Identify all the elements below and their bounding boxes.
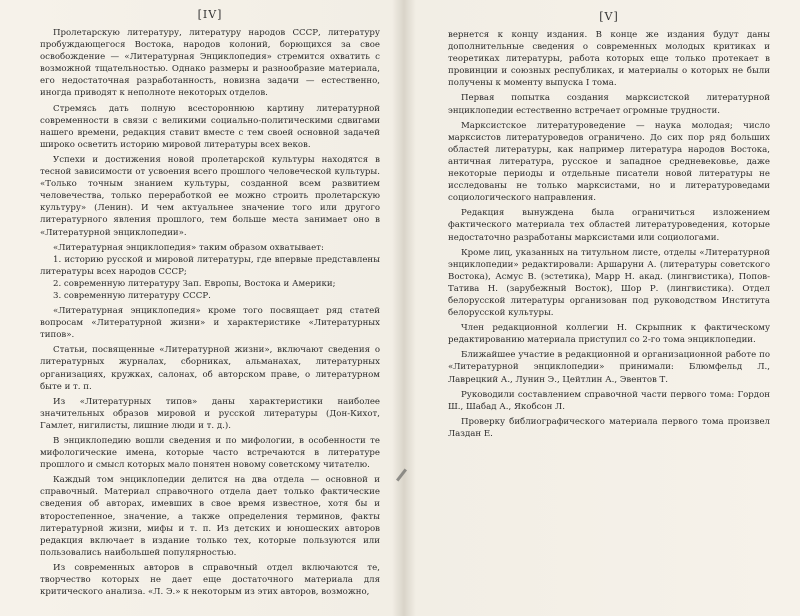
right-page-text <box>448 29 770 440</box>
page-number-right: [V] <box>599 10 619 23</box>
paragraph: «Литературная энциклопедия» таким образом охватывает: <box>53 242 324 253</box>
paragraph: Марксистское литературоведение — наука молодая; число марксистов литературоведов ограничено. До сих пор ряд больших областей литературы, как например литература народов Востока, античная литература, русское и западное средневековье, даже некоторые периоды и отдельные писатели новой литературы не исследованы не только марксистами, но и литературоведами социологического направления. <box>448 120 770 204</box>
paragraph: В энциклопедию вошли сведения и по мифологии, в особенности те мифологические имена, которые часто встречаются в литературе прошлого и смысл которых мало понятен новому советскому читателю. <box>40 436 380 471</box>
paragraph: вернется к концу издания. В конце же издания будут даны дополнительные сведения о современных молодых критиках и теоретиках литературы, работа которых еще только протекает в провинции и союзных республиках, и материалы о которых не были получены к моменту выпуска I тома. <box>448 30 770 89</box>
paragraph: Первая попытка создания марксистской литературной энциклопедии естественно встречает огромные трудности. <box>448 93 770 116</box>
paragraph: Кроме лиц, указанных на титульном листе, отделы «Литературной энциклопедии» редактировали: Аршаруни А. (литературы советского Востока), Асмус В. (эстетика), Марр Н. акад. (лингвистика), Попов-Татива Н. (зарубежный Восток), Шор Р. (лингвистика). Отдел белорусской литературы организован под руководством Института белорусской культуры. <box>448 247 770 319</box>
paragraph: Член редакционной коллегии Н. Скрыпник к фактическому редактированию материала приступил со 2-го тома энциклопедии. <box>448 323 770 346</box>
paragraph: Ближайшее участие в редакционной и организационной работе по «Литературной энциклопедии» принимали: Блюмфельд Л., Лаврецкий А., Лунин Э., Цейтлин А., Эвентов Т. <box>448 350 770 385</box>
left-page <box>0 0 398 616</box>
paragraph: Проверку библиографического материала первого тома произвел Лаздан Е. <box>448 416 770 439</box>
list-item: 3. современную литературу СССР. <box>53 290 211 301</box>
paragraph: Пролетарскую литературу, литературу народов СССР, литературу пробуждающегося Востока, народов колоний, борющихся за свое освобождение — «Литературная Энциклопедия» стремится охватить с возможной тщательностью. Однако размеры и разнообразие материала, его недостаточная разработанность, новизна задачи — естественно, иногда приводят к неполноте некоторых отделов. <box>40 28 380 99</box>
paragraph: Из «Литературных типов» даны характеристики наиболее значительных образов мировой и русской литературы (Дон-Кихот, Гамлет, нигилисты, лишние люди и т. д.). <box>40 396 380 431</box>
page-number-left: [IV] <box>197 8 223 21</box>
paragraph: Успехи и достижения новой пролетарской культуры находятся в тесной зависимости от усвоения всего прошлого человеческой культуры. «Только точным знанием культуры, созданной всем развитием человечества, только переработкой ее можно строить пролетарскую культуру» (Ленин). И чем актуальнее значение того или другого литературного явления прошлого, тем больше места занимает оно в «Литературной энциклопедии». <box>40 154 380 238</box>
left-page-text <box>40 27 380 598</box>
right-page <box>404 0 800 616</box>
paragraph: Каждый том энциклопедии делится на два отдела — основной и справочный. Материал справочного отдела дает только фактические сведения об авторах, имевших в свое время известное, хотя бы и второстепенное, значение, а также определения терминов, факты литературной жизни, мифы и т. п. Из детских и юношеских авторов редакция включает в издание только тех, которые пользуются или пользовались наибольшей популярностью. <box>40 475 380 558</box>
paragraph: «Литературная энциклопедия» кроме того посвящает ряд статей вопросам «Литературной жизни» и характеристике «Литературных типов». <box>40 306 380 341</box>
paragraph: Из современных авторов в справочный отдел включаются те, творчество которых не дает еще достаточного материала для критического анализа. «Л. Э.» к некоторым из этих авторов, возможно, <box>40 562 380 598</box>
paragraph: Редакция вынуждена была ограничиться изложением фактического материала тех областей литературоведения, которые недостаточно разработаны марксистами или социологами. <box>448 208 770 243</box>
list-item: 1. историю русской и мировой литературы, где впервые представлены литературы всех народов СССР; <box>40 254 380 277</box>
paragraph: Стремясь дать полную всестороннюю картину литературной современности в связи с великими социально-политическими сдвигами нашего времени, редакция ставит вместе с тем своей основной задачей широко осветить историю мировой литературы всех веков. <box>40 103 380 150</box>
list-item: 2. современную литературу Зап. Европы, Востока и Америки; <box>53 278 336 289</box>
paragraph: Статьи, посвященные «Литературной жизни», включают сведения о литературных журналах, сборниках, альманахах, литературных организациях, кружках, салонах, об авторском праве, о литературном быте и т. п. <box>40 345 380 392</box>
paragraph: Руководили составлением справочной части первого тома: Гордон Ш., Шабад А., Якобсон Л. <box>448 389 770 412</box>
